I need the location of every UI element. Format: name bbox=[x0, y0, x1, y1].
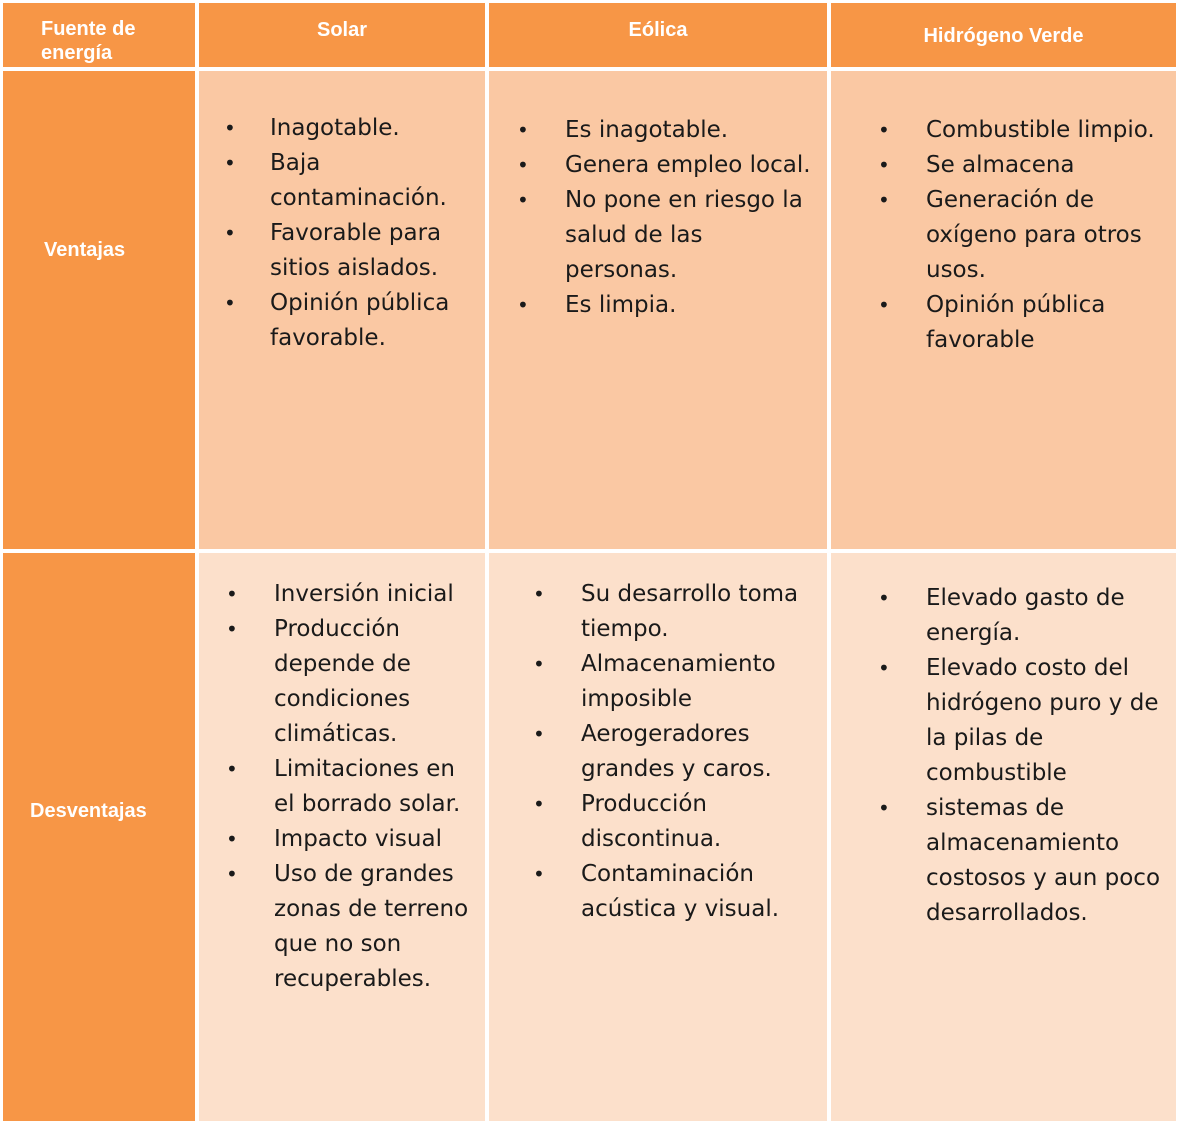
list-item: • sistemas de almacenamiento costosos y aun poco desarrollados. bbox=[926, 791, 1166, 931]
desventajas-solar-list bbox=[274, 577, 475, 997]
list-item: • Producción depende de condiciones climáticas. bbox=[274, 612, 475, 752]
header-fuente-label: Fuente de energía bbox=[41, 18, 136, 64]
ventajas-solar-list bbox=[270, 111, 475, 356]
ventajas-solar-cell bbox=[199, 71, 485, 549]
desventajas-eolica-list bbox=[581, 577, 817, 927]
desventajas-hidrogeno-cell bbox=[831, 553, 1176, 1121]
list-item: • Combustible limpio. bbox=[926, 113, 1166, 148]
header-cell-fuente bbox=[3, 3, 195, 67]
row-label-ventajas bbox=[3, 71, 195, 549]
list-item: • Su desarrollo toma tiempo. bbox=[581, 577, 817, 647]
list-item: • Elevado costo del hidrógeno puro y de la pilas de combustible bbox=[926, 651, 1166, 791]
list-item: • Genera empleo local. bbox=[565, 148, 817, 183]
list-item: • Favorable para sitios aislados. bbox=[270, 216, 475, 286]
list-item: • Es inagotable. bbox=[565, 113, 817, 148]
list-item: • Uso de grandes zonas de terreno que no son recuperables. bbox=[274, 857, 475, 997]
list-item: • Opinión pública favorable. bbox=[270, 286, 475, 356]
list-item: • Contaminación acústica y visual. bbox=[581, 857, 817, 927]
list-item: • Baja contaminación. bbox=[270, 146, 475, 216]
list-item: • Opinión pública favorable bbox=[926, 288, 1166, 358]
header-eolica-label: Eólica bbox=[628, 19, 688, 41]
ventajas-hidrogeno-list bbox=[926, 113, 1166, 358]
list-item: • Generación de oxígeno para otros usos. bbox=[926, 183, 1166, 288]
header-cell-solar bbox=[199, 3, 485, 67]
header-cell-eolica bbox=[489, 3, 827, 67]
list-item: • Impacto visual bbox=[274, 822, 475, 857]
header-hidrogeno-label: Hidrógeno Verde bbox=[923, 25, 1084, 47]
list-item: • Producción discontinua. bbox=[581, 787, 817, 857]
ventajas-eolica-cell bbox=[489, 71, 827, 549]
list-item: • Se almacena bbox=[926, 148, 1166, 183]
ventajas-label: Ventajas bbox=[44, 238, 126, 261]
row-label-desventajas bbox=[3, 553, 195, 1121]
desventajas-label: Desventajas bbox=[30, 799, 147, 822]
list-item: • Elevado gasto de energía. bbox=[926, 581, 1166, 651]
list-item: • No pone en riesgo la salud de las personas. bbox=[565, 183, 817, 288]
ventajas-eolica-list bbox=[565, 113, 817, 323]
header-cell-hidrogeno bbox=[831, 3, 1176, 67]
header-solar-label: Solar bbox=[316, 19, 368, 41]
ventajas-hidrogeno-cell bbox=[831, 71, 1176, 549]
list-item: • Inversión inicial bbox=[274, 577, 475, 612]
list-item: • Limitaciones en el borrado solar. bbox=[274, 752, 475, 822]
desventajas-hidrogeno-list bbox=[926, 581, 1166, 931]
desventajas-eolica-cell bbox=[489, 553, 827, 1121]
list-item: • Es limpia. bbox=[565, 288, 817, 323]
desventajas-solar-cell bbox=[199, 553, 485, 1121]
list-item: • Aerogeradores grandes y caros. bbox=[581, 717, 817, 787]
list-item: • Almacenamiento imposible bbox=[581, 647, 817, 717]
list-item: • Inagotable. bbox=[270, 111, 475, 146]
